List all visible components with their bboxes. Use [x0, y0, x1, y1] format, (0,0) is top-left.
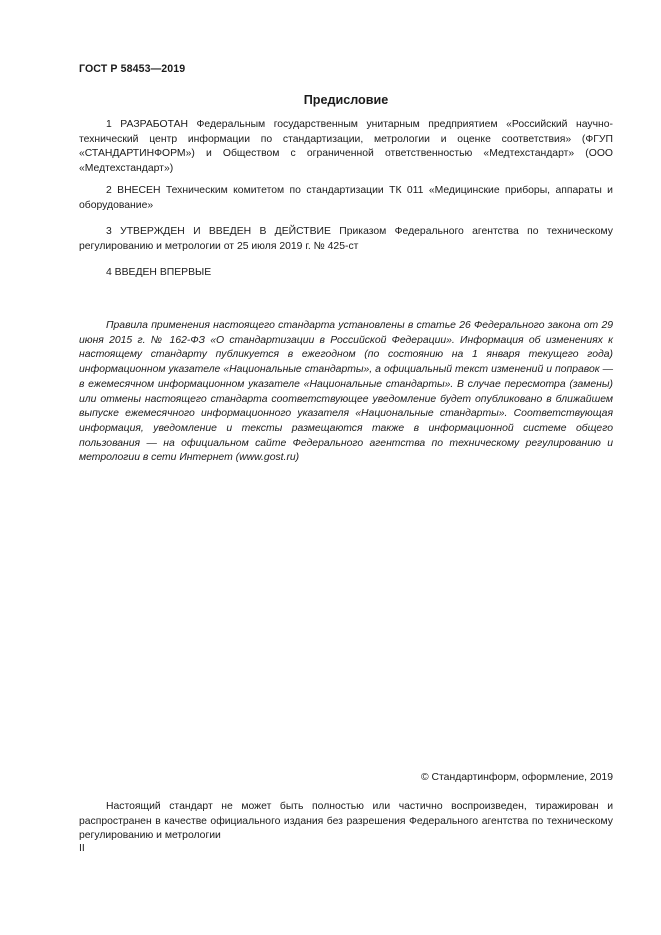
copyright-line: © Стандартинформ, оформление, 2019	[420, 772, 613, 783]
document-code: ГОСТ Р 58453—2019	[79, 63, 186, 75]
application-rules-notice: Правила применения настоящего стандарта установлены в статье 26 Федерального закона от 29 июня 2015 г. № 162-ФЗ «О стандартизации в Российской Федерации». Информация об изменениях к настоящему стандарту публикуется в ежегодном (по состоянию на 1 января текущего года) информационном указателе «Национальные стандарты», а официальный текст изменений и поправок — в ежемесячном информационном указателе «Национальные стандарты». В случае пересмотра (замены) или отмены настоящего стандарта соответствующее уведомление будет опубликовано в ближайшем выпуске ежемесячного информационного указателя «Национальные стандарты». Соответствующая информация, уведомление и тексты размещаются также в информационной системе общего пользования — на официальном сайте Федерального агентства по техническому регулированию и метрологии в сети Интернет (www.gost.ru)	[79, 320, 613, 464]
foreword-item-3: 3 УТВЕРЖДЕН И ВВЕДЕН В ДЕЙСТВИЕ Приказом Федерального агентства по техническому регулированию и метрологии от 25 июля 2019 г. № 425-ст	[79, 226, 613, 252]
foreword-item-2: 2 ВНЕСЕН Техническим комитетом по стандартизации ТК 011 «Медицинские приборы, аппараты и оборудование»	[79, 185, 613, 211]
foreword-item-4: 4 ВВЕДЕН ВПЕРВЫЕ	[106, 267, 212, 278]
page-number: II	[79, 843, 85, 854]
rights-statement: Настоящий стандарт не может быть полностью или частично воспроизведен, тиражирован и распространен в качестве официального издания без разрешения Федерального агентства по техническому регулированию и метрологии	[79, 801, 613, 841]
foreword-item-1: 1 РАЗРАБОТАН Федеральным государственным унитарным предприятием «Российский научно-технический центр информации по стандартизации, метрологии и оценке соответствия» (ФГУП «СТАНДАРТИНФОРМ») и Обществом с ограниченной ответственностью «Медтехстандарт» (ООО «Медтехстандарт»)	[79, 119, 613, 174]
foreword-title: Предисловие	[303, 93, 389, 107]
